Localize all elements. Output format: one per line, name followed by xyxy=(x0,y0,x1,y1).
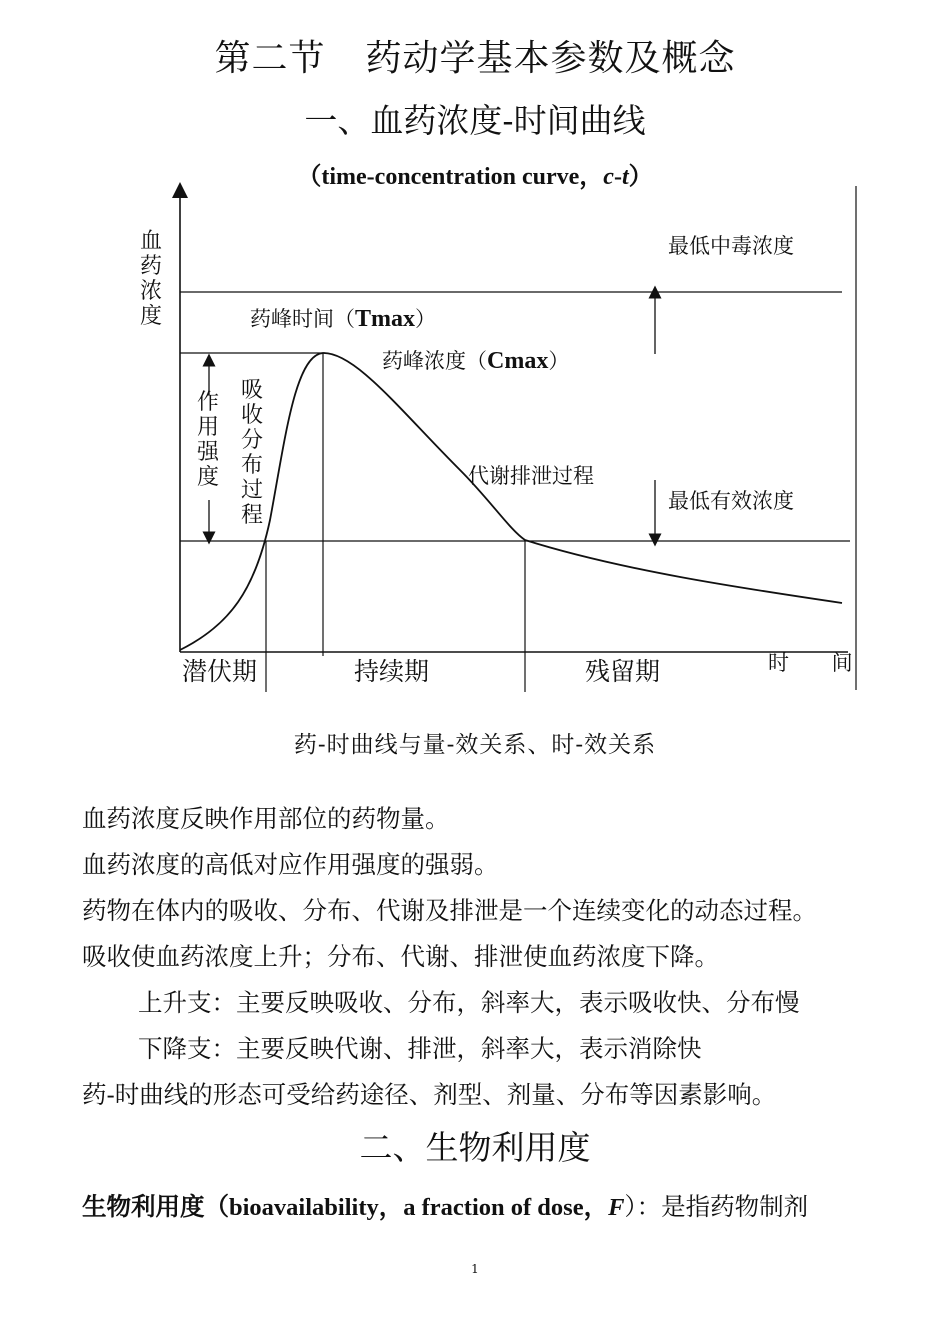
absorption-label: 吸收分布过程 xyxy=(240,378,263,528)
x-axis-label: 时 间 xyxy=(768,651,871,675)
tmax-abbrev: Tmax xyxy=(355,306,415,332)
section2-title: 二、生物利用度 xyxy=(359,1128,591,1167)
tmax-label xyxy=(250,306,436,332)
page-number: 1 xyxy=(471,1262,479,1276)
min-toxic-label: 最低中毒浓度 xyxy=(668,234,794,258)
phase-duration: 持续期 xyxy=(354,657,430,686)
cmax-close: ） xyxy=(548,349,570,373)
bioavailability-definition xyxy=(82,1188,808,1223)
english-suffix: ） xyxy=(628,164,653,190)
english-subtitle-text: （time-concentration curve， xyxy=(297,164,604,190)
intensity-label: 作用强度 xyxy=(196,390,219,490)
cmax-label-text: 药峰浓度（ xyxy=(382,349,487,373)
bio-term: 生物利用度（ xyxy=(82,1192,229,1221)
phase-residual: 残留期 xyxy=(585,657,661,686)
tmax-label-text: 药峰时间（ xyxy=(250,307,355,331)
body-line-2: 血药浓度的高低对应作用强度的强弱。 xyxy=(82,850,499,879)
body-line-3: 药物在体内的吸收、分布、代谢及排泄是一个连续变化的动态过程。 xyxy=(82,896,817,925)
english-var-t: t xyxy=(621,164,629,190)
tmax-close: ） xyxy=(415,307,436,331)
body-line-5: 上升支：主要反映吸收、分布，斜率大，表示吸收快、分布慢 xyxy=(138,988,800,1017)
bio-rest: ）：是指药物制剂 xyxy=(624,1192,809,1221)
body-line-4: 吸收使血药浓度上升；分布、代谢、排泄使血药浓度下降。 xyxy=(82,942,719,971)
body-line-1: 血药浓度反映作用部位的药物量。 xyxy=(82,804,450,833)
metabolism-label: 代谢排泄过程 xyxy=(468,464,594,488)
subsection-title: 一、血药浓度-时间曲线 xyxy=(304,101,646,140)
phase-latent: 潜伏期 xyxy=(182,657,258,686)
cmax-abbrev: Cmax xyxy=(487,348,549,374)
body-line-6: 下降支：主要反映代谢、排泄，斜率大，表示消除快 xyxy=(138,1034,702,1063)
english-var-c: c xyxy=(603,164,614,190)
bio-var: F xyxy=(608,1194,625,1221)
body-line-7: 药-时曲线的形态可受给药途径、剂型、剂量、分布等因素影响。 xyxy=(82,1080,777,1109)
section-title: 药动学基本参数及概念 xyxy=(365,38,736,79)
section-number: 第二节 xyxy=(214,38,326,79)
y-axis-label: 血药浓度 xyxy=(139,229,162,329)
english-dash: - xyxy=(613,164,622,190)
cmax-label xyxy=(382,348,569,374)
min-effective-label: 最低有效浓度 xyxy=(668,489,794,513)
diagram-caption: 药-时曲线与量-效关系、时-效关系 xyxy=(293,732,657,758)
bio-en: bioavailability，a fraction of dose， xyxy=(229,1194,609,1221)
